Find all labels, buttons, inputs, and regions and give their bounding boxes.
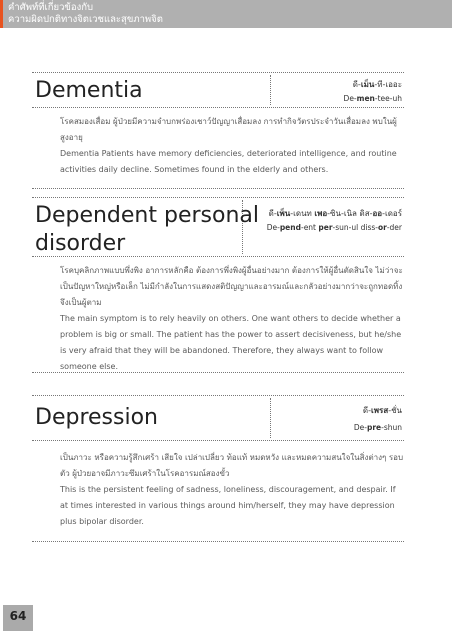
page-number-box xyxy=(3,605,33,631)
term-title: Depression xyxy=(35,405,158,430)
entry-bottom-rule xyxy=(32,541,404,542)
term-title xyxy=(35,202,259,258)
term-divider xyxy=(270,75,271,105)
chapter-header-line2: ความผิดปกติทางจิตเวชและสุขภาพจิต xyxy=(8,14,163,25)
entry-bottom-rule xyxy=(32,372,404,373)
definition-english: The main symptom is to rely heavily on others. One want others to decide whether a problem is big or small. The patient has the power to assert decisiveness, but he/she is very afraid that they will be abandoned. Therefore, they always want to follow someone else. xyxy=(60,314,402,371)
definition-english: Dementia Patients have memory deficiencies, deteriorated intelligence, and routine activities daily decline. Sometimes found in the elderly and others. xyxy=(60,149,397,174)
page-number: 64 xyxy=(9,609,27,623)
pronunciation-thai: ดี-เพรส-ชั่น xyxy=(362,406,402,415)
definition xyxy=(32,263,404,375)
pronunciation-thai: ดี-เม็น-ที-เออะ xyxy=(352,80,402,89)
term-title: Dementia xyxy=(35,78,143,103)
term-box xyxy=(32,197,404,257)
definition-english: This is the persistent feeling of sadness, loneliness, discouragement, and despair. If at times interested in various things around him/herself, they may have depression plus bipolar disorder. xyxy=(60,485,396,526)
term-box xyxy=(32,72,404,108)
definition-thai: โรคบุคลิกภาพแบบพึ่งพิง อาการหลักคือ ต้องการพึ่งพิงผู้อื่นอย่างมาก ต้องการให้ผู้อื่นตัดสินใจ ไม่ว่าจะเป็นปัญหาใหญ่หรือเล็ก ไม่มีกำลังในการแสดงสติปัญญาและอารมณ์และกลัวอย่างมากว่าจะถูกทอดทิ้ง จึงเป็นผู้ตาม xyxy=(60,266,403,307)
term-box xyxy=(32,395,404,441)
pronunciation-thai: ดี-เพ็น-เดนท เพอ-ซิน-เนิล ดิส-ออ-เดอร์ xyxy=(268,209,402,218)
term-title-line2: disorder xyxy=(35,231,126,256)
term-title-line1: Dependent personal xyxy=(35,203,259,228)
definition-thai: เป็นภาวะ หรือความรู้สึกเศร้า เสียใจ เปล่าเปลี่ยว ท้อแท้ หมดหวัง และหมดความสนใจในสิ่งต่างๆ รอบตัว ผู้ป่วยอาจมีภาวะซึมเศร้าในโรคอารมณ์สองขั้ว xyxy=(60,453,404,478)
header-accent-bar xyxy=(0,0,3,28)
definition xyxy=(32,114,404,178)
entry-bottom-rule xyxy=(32,188,404,189)
term-divider xyxy=(270,398,271,438)
chapter-header xyxy=(8,2,163,26)
definition xyxy=(32,450,404,530)
chapter-header-line1: คำศัพท์ที่เกี่ยวข้องกับ xyxy=(8,2,94,13)
pronunciation-english: De-men-tee-uh xyxy=(343,94,402,103)
definition-thai: โรคสมองเสื่อม ผู้ป่วยมีความจำบกพร่องเชาว์ปัญญาเสื่อมลง การทำกิจวัตรประจำวันเสื่อมลง พบในผู้สูงอายุ xyxy=(60,117,397,142)
pronunciation-english: De-pend-ent per-sun-ul diss-or-der xyxy=(266,223,402,232)
pronunciation-english: De-pre-shun xyxy=(353,423,402,432)
